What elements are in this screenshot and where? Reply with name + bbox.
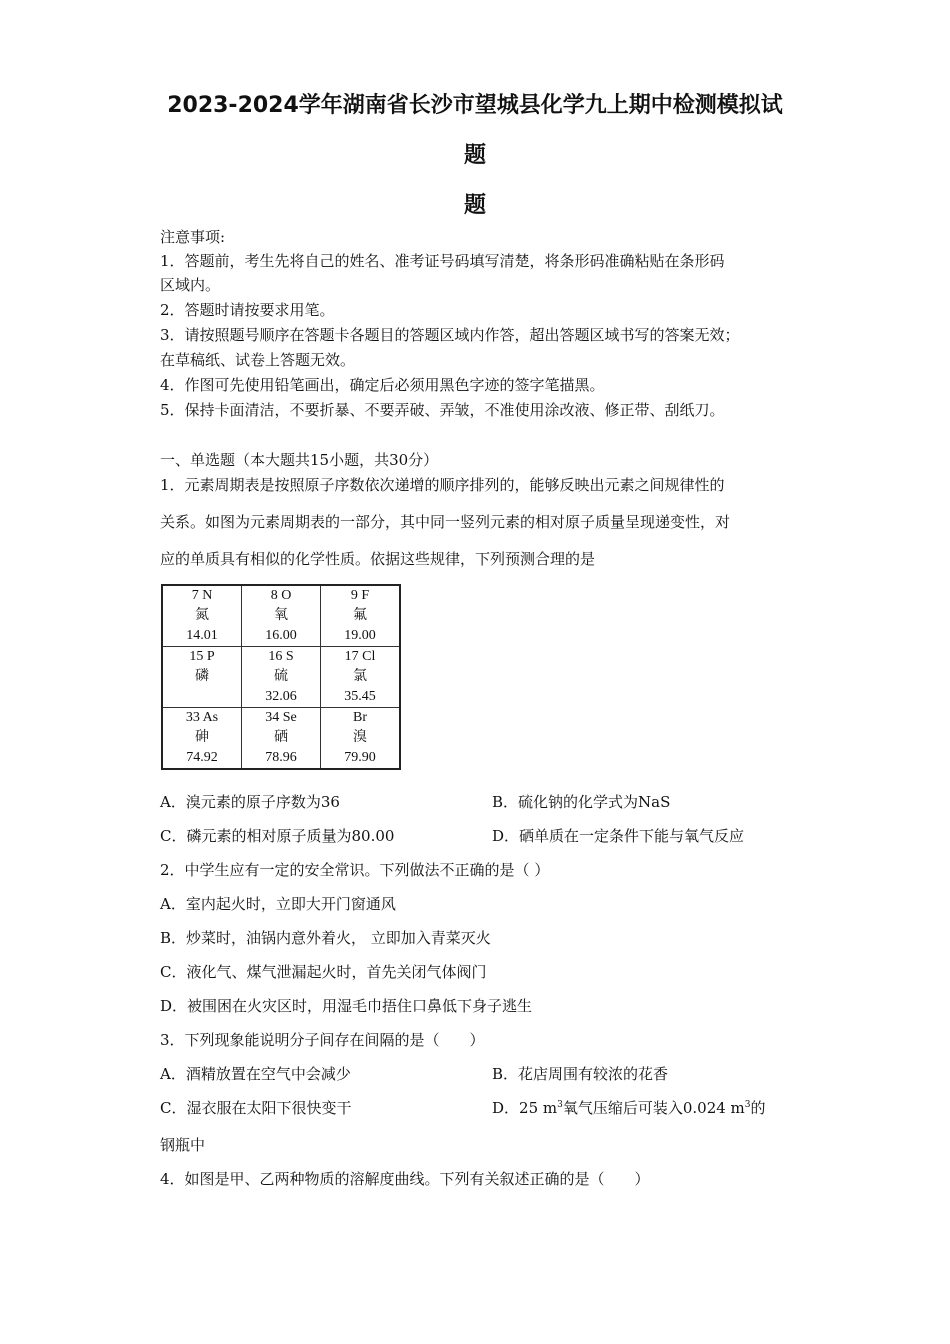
q3-option-b: B．花店周围有较浓的花香	[492, 1065, 669, 1083]
element-cell-as: 33 As 砷 74.92	[162, 708, 242, 770]
periodic-table-excerpt	[161, 584, 401, 770]
q4-stem: 4．如图是甲、乙两种物质的溶解度曲线。下列有关叙述正确的是（ ）	[160, 1170, 650, 1188]
q2-stem: 2．中学生应有一定的安全常识。下列做法不正确的是（ ）	[160, 861, 550, 879]
exam-title-line1: 2023-2024学年湖南省长沙市望城县化学九上期中检测模拟试	[167, 93, 783, 118]
q3-option-d: D．25 $m^3$氧气压缩后可装入0.024 $m^3$的	[492, 1099, 766, 1117]
element-cell-n: 7 N 氮 14.01	[162, 585, 242, 647]
q3-option-d-cont: 钢瓶中	[160, 1136, 206, 1154]
notice-item-1-cont: 区域内。	[160, 276, 221, 294]
notice-item-2: 2．答题时请按要求用笔。	[160, 301, 335, 319]
element-cell-p: 15 P 磷	[162, 647, 242, 708]
q2-option-a: A．室内起火时，立即大开门窗通风	[160, 895, 396, 913]
q1-option-c: C．磷元素的相对原子质量为80.00	[160, 827, 395, 845]
q1-stem-line2: 关系。如图为元素周期表的一部分，其中同一竖列元素的相对原子质量呈现递变性，对	[160, 513, 731, 531]
section-heading: 一、单选题（本大题共15小题，共30分）	[160, 451, 439, 469]
q2-option-b: B．炒菜时，油锅内意外着火， 立即加入青菜灭火	[160, 929, 491, 947]
q1-option-d: D．硒单质在一定条件下能与氧气反应	[492, 827, 745, 845]
q2-option-c: C．液化气、煤气泄漏起火时，首先关闭气体阀门	[160, 963, 487, 981]
q3-option-a: A．酒精放置在空气中会减少	[160, 1065, 351, 1083]
q2-option-d: D．被围困在火灾区时，用湿毛巾捂住口鼻低下身子逃生	[160, 997, 533, 1015]
notice-item-4: 4．作图可先使用铅笔画出，确定后必须用黑色字迹的签字笔描黑。	[160, 376, 605, 394]
notice-item-5: 5．保持卡面清洁，不要折暴、不要弄破、弄皱，不准使用涂改液、修正带、刮纸刀。	[160, 401, 725, 419]
q3-stem: 3．下列现象能说明分子间存在间隔的是（ ）	[160, 1031, 485, 1049]
notice-heading: 注意事项:	[160, 228, 226, 246]
notice-item-3-cont: 在草稿纸、试卷上答题无效。	[160, 351, 356, 369]
q1-stem-line3: 应的单质具有相似的化学性质。依据这些规律，下列预测合理的是	[160, 550, 596, 568]
q3-option-c: C．湿衣服在太阳下很快变干	[160, 1099, 352, 1117]
exam-title-line3: 题	[463, 193, 486, 218]
element-cell-s: 16 S 硫 32.06	[242, 647, 321, 708]
element-cell-cl: 17 Cl 氯 35.45	[321, 647, 401, 708]
element-cell-o: 8 O 氧 16.00	[242, 585, 321, 647]
q1-option-a: A．溴元素的原子序数为36	[160, 793, 340, 811]
notice-item-3: 3．请按照题号顺序在答题卡各题目的答题区域内作答，超出答题区域书写的答案无效；	[160, 326, 740, 344]
element-cell-se: 34 Se 硒 78.96	[242, 708, 321, 770]
exam-title-line2: 题	[463, 143, 486, 168]
q1-option-b: B．硫化钠的化学式为NaS	[492, 793, 671, 811]
element-cell-f: 9 F 氟 19.00	[321, 585, 401, 647]
element-cell-br: Br 溴 79.90	[321, 708, 401, 770]
q1-stem-line1: 1．元素周期表是按照原子序数依次递增的顺序排列的，能够反映出元素之间规律性的	[160, 476, 725, 494]
notice-item-1: 1．答题前，考生先将自己的姓名、准考证号码填写清楚，将条形码准确粘贴在条形码	[160, 252, 725, 270]
